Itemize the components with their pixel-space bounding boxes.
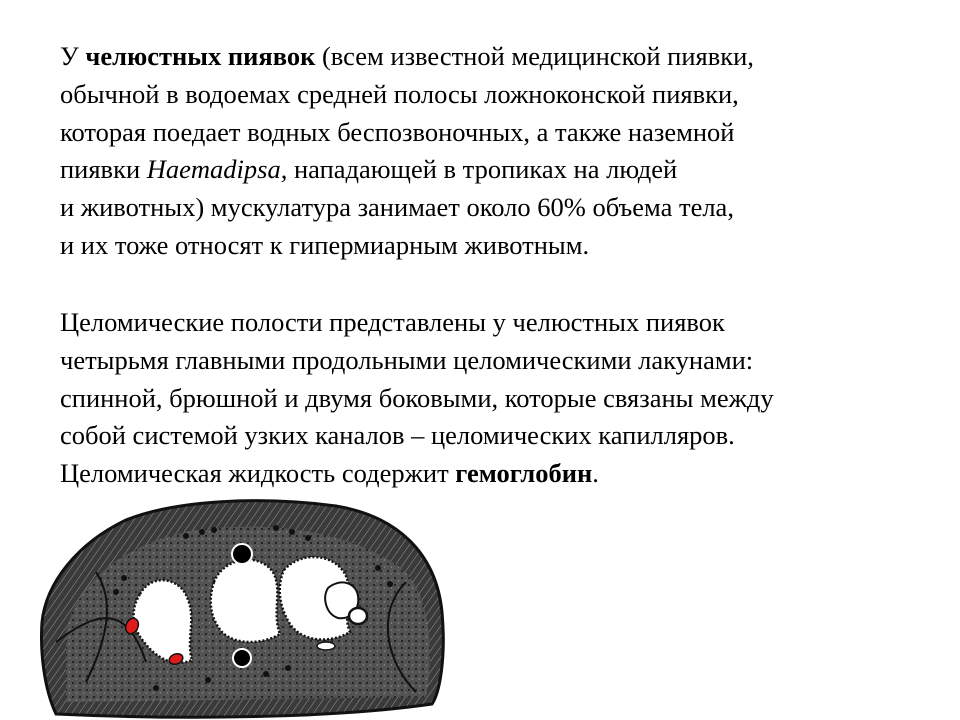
text-line: четырьмя главными продольными целомическими лакунами: [60, 344, 754, 375]
dorsal-lacuna [211, 560, 280, 642]
text-run: У [60, 41, 86, 71]
text-line: которая поедает водных беспозвоночных, а также наземной [60, 116, 735, 147]
text-line: и их тоже относят к гипермиарным животным. [60, 229, 590, 260]
term-jawed-leeches: челюстных пиявок [85, 41, 316, 71]
ventral-nerve-cord [233, 649, 251, 667]
dorsal-vessel [232, 544, 252, 564]
text-line: и животных) мускулатура занимает около 60% объема тела, [60, 192, 734, 223]
text-run: (всем известной медицинской пиявки, [315, 41, 754, 71]
paragraph-coelomic-cavities [60, 304, 940, 493]
leech-cross-section-illustration [36, 492, 448, 720]
text-line [60, 455, 940, 493]
text-line: спинной, брюшной и двумя боковыми, которые связаны между [60, 382, 774, 413]
lateral-vessel [349, 608, 367, 624]
term-hemoglobin: гемоглобин [455, 458, 593, 489]
text-line [60, 38, 940, 76]
paragraph-jawed-leeches [60, 38, 940, 265]
text-run: нападающей в тропиках на людей [287, 154, 678, 185]
text-line [60, 151, 940, 189]
text-line: собой системой узких каналов – целомических капилляров. [60, 420, 735, 451]
text-run: . [592, 458, 599, 489]
genus-name: Haemadipsa, [146, 154, 288, 185]
text-run: Целомическая жидкость содержит [60, 458, 456, 489]
text-line: Целомические полости представлены у челюстных пиявок [60, 307, 725, 337]
nephridium [317, 642, 335, 650]
text-line: обычной в водоемах средней полосы ложноконской пиявки, [60, 78, 739, 109]
text-run: пиявки [60, 154, 147, 185]
